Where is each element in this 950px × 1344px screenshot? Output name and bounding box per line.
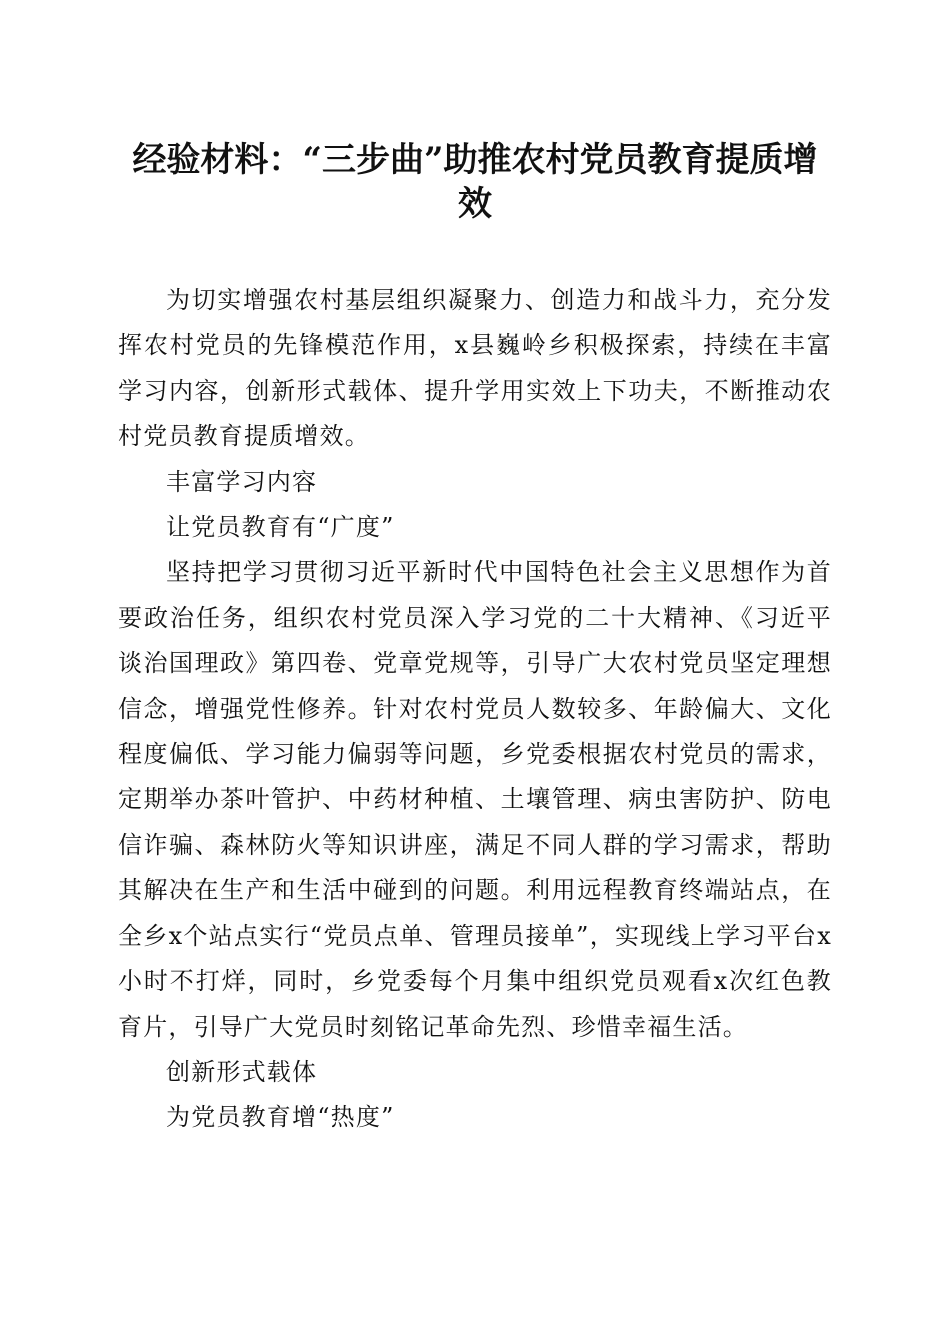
- section-heading-innovate-forms: 创新形式载体: [166, 1057, 318, 1086]
- document-body: [118, 278, 832, 1141]
- document-title: 经验材料：“三步曲”助推农村党员教育提质增效: [132, 140, 818, 224]
- section-heading-enrich-content: 丰富学习内容: [166, 467, 318, 496]
- intro-paragraph: 为切实增强农村基层组织凝聚力、创造力和战斗力，充分发挥农村党员的先锋模范作用，x县巍岭乡积极探索，持续在丰富学习内容，创新形式载体、提升学用实效上下功夫，不断推动农村党员教育提质增效。: [118, 286, 832, 451]
- section-subheading-breadth: 让党员教育有“广度”: [166, 513, 395, 542]
- section-subheading-warmth: 为党员教育增“热度”: [166, 1103, 395, 1132]
- body-paragraph-breadth: 坚持把学习贯彻习近平新时代中国特色社会主义思想作为首要政治任务，组织农村党员深入学习党的二十大精神、《习近平谈治国理政》第四卷、党章党规等，引导广大农村党员坚定理想信念，增强党性修养。针对农村党员人数较多、年龄偏大、文化程度偏低、学习能力偏弱等问题，乡党委根据农村党员的需求，定期举办茶叶管护、中药材种植、土壤管理、病虫害防护、防电信诈骗、森林防火等知识讲座，满足不同人群的学习需求，帮助其解决在生产和生活中碰到的问题。利用远程教育终端站点，在全乡x个站点实行“党员点单、管理员接单”，实现线上学习平台x小时不打烊，同时，乡党委每个月集中组织党员观看x次红色教育片，引导广大党员时刻铭记革命先烈、珍惜幸福生活。: [118, 558, 832, 1041]
